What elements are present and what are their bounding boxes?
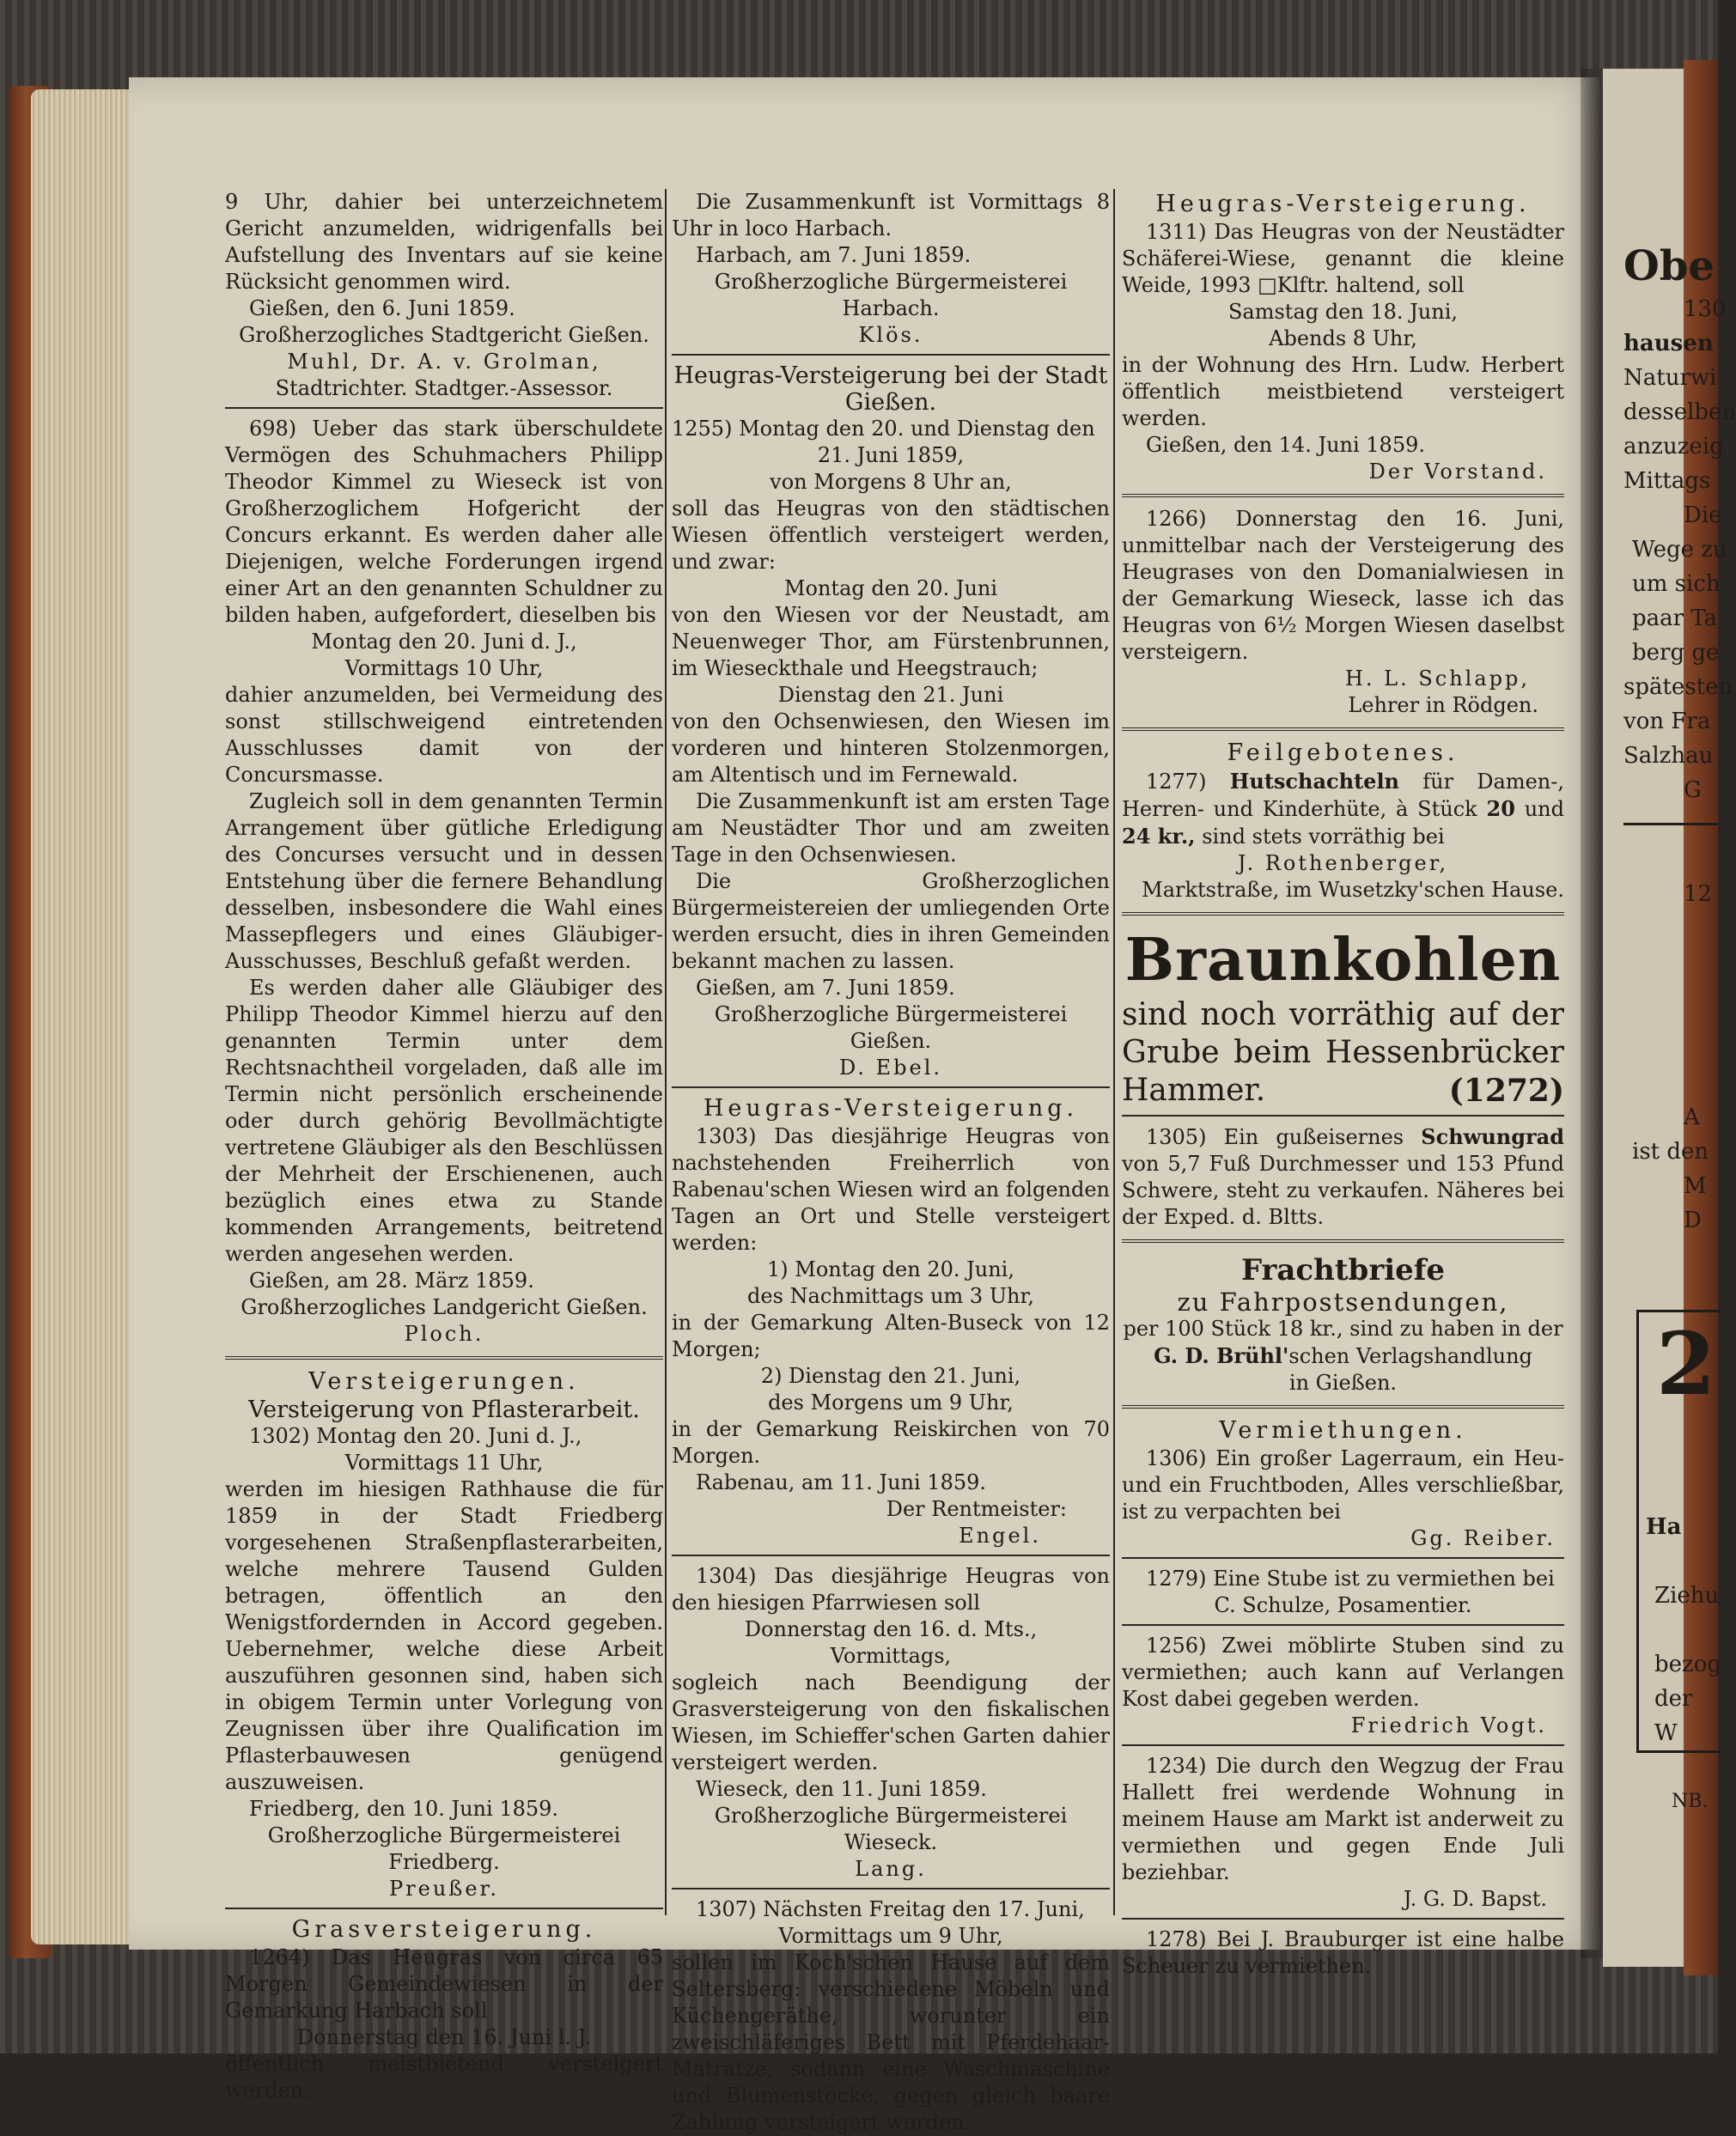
divider: [1122, 1405, 1564, 1409]
notice-text: in der Gemarkung Alten-Buseck von 12 Morgen;: [672, 1311, 1110, 1361]
notice-text: Die Großherzoglichen Bürgermeistereien der umliegenden Orte werden ersucht, dies in ihren Gemeinden bekannt machen zu lassen.: [672, 869, 1110, 973]
divider: [1122, 1115, 1564, 1117]
notice-authority: Der Rentmeister:: [886, 1497, 1067, 1521]
divider: [672, 1555, 1110, 1556]
notice-place: Gießen, am 7. Juni 1859.: [696, 976, 955, 1000]
ad-text: für Damen-, Herren- und Kinderhüte, à Stück: [1122, 770, 1564, 821]
facing-page-big-text: 2: [1656, 1313, 1716, 1415]
notice-date: Donnerstag den 16. d. Mts.,: [744, 1617, 1038, 1641]
ad-text: [1122, 996, 1564, 1110]
divider: [1122, 1239, 1564, 1243]
facing-page-line: Die: [1684, 502, 1722, 528]
notice-text: 1266) Donnerstag den 16. Juni, unmittelbar nach der Versteigerung des Heugrases von den Domanialwiesen in der Gemarkung Wieseck, lasse ich das Heugras von 6½ Morgen Wiesen daselbst versteigern.: [1122, 507, 1564, 664]
notice-time: Vormittags 11 Uhr,: [344, 1451, 544, 1475]
notice-place: Harbach, am 7. Juni 1859.: [696, 243, 972, 267]
notice-text: in der Gemarkung Reiskirchen von 70 Morgen.: [672, 1417, 1110, 1468]
facing-page-line: berg ge: [1632, 640, 1720, 666]
notice-court: Großherzogliches Stadtgericht Gießen.: [239, 323, 649, 347]
notice-date: 1307) Nächsten Freitag den 17. Juni,: [696, 1897, 1085, 1921]
notice-text: 1311) Das Heugras von der Neustädter Schäferei-Wiese, genannt die kleine Weide, 1993 □Klftr. haltend, soll: [1122, 220, 1564, 297]
divider: [1122, 1557, 1564, 1559]
facing-page-line: M: [1684, 1173, 1707, 1199]
column-rule-2: [1113, 189, 1115, 1915]
facing-page-line: hausen: [1623, 331, 1714, 356]
ad-text: per 100 Stück 18 kr., sind zu haben in der: [1123, 1317, 1563, 1341]
notice-title: Heugras-Versteigerung.: [1155, 191, 1531, 217]
section-heading: Versteigerungen.: [308, 1368, 580, 1395]
section-heading: Feilgebotenes.: [1227, 739, 1459, 766]
notice-authority: Großherzogliche Bürgermeisterei Gießen.: [714, 1002, 1068, 1053]
ad-text: 1306) Ein großer Lagerraum, ein Heu- und ein Fruchtboden, Alles verschließbar, ist zu verpachten bei: [1122, 1446, 1564, 1524]
divider: [672, 1888, 1110, 1890]
facing-page-heading: Obe: [1623, 242, 1715, 290]
notice-time: des Nachmittags um 3 Uhr,: [747, 1284, 1034, 1308]
facing-page-text: [1623, 240, 1736, 1238]
facing-page-line: bezog: [1654, 1652, 1722, 1677]
page-edges: [31, 89, 143, 1944]
notice-date: Montag den 20. Juni: [783, 576, 998, 600]
notice-place: Gießen, den 6. Juni 1859.: [249, 296, 515, 320]
divider: [672, 1086, 1110, 1088]
notice-time: Vormittags um 9 Uhr,: [778, 1924, 1003, 1948]
facing-page-line: Naturwi: [1623, 365, 1717, 391]
notice-titles: Stadtrichter. Stadtger.-Assessor.: [275, 376, 613, 400]
ad-number: (1272): [1448, 1073, 1564, 1109]
notice-place: Rabenau, am 11. Juni 1859.: [696, 1470, 987, 1494]
facing-page-line: G: [1684, 777, 1702, 803]
notice-place: Friedberg, den 10. Juni 1859.: [249, 1797, 559, 1821]
facing-page-line: spätesten: [1623, 674, 1733, 700]
column-3: [1122, 189, 1564, 1980]
notice-signatories: Muhl, Dr. A. v. Grolman,: [287, 350, 601, 374]
notice-signatory: Engel.: [959, 1524, 1041, 1548]
facing-page-line: 12: [1684, 881, 1713, 907]
notice-date: 1302) Montag den 20. Juni d. J.,: [249, 1424, 582, 1448]
notice-title: Grasversteigerung.: [291, 1916, 597, 1943]
facing-page-line: A: [1684, 1105, 1700, 1130]
notice-date: Donnerstag den 16. Juni l. J.: [296, 2025, 592, 2049]
divider: [1623, 823, 1718, 825]
ad-price: 20: [1486, 796, 1515, 821]
divider: [225, 1356, 663, 1360]
notice-place: Wieseck, den 11. Juni 1859.: [696, 1777, 987, 1801]
notice-time: Abends 8 Uhr,: [1269, 326, 1417, 350]
ad-headline: Frachtbriefe: [1240, 1253, 1446, 1287]
ad-text: sind stets vorräthig bei: [1202, 825, 1445, 849]
notice-title: Versteigerung von Pflasterarbeit.: [248, 1397, 640, 1423]
ad-text: und: [1524, 797, 1564, 821]
divider: [225, 1908, 663, 1909]
ad-name: C. Schulze, Posamentier.: [1214, 1593, 1472, 1617]
notice-date: Samstag den 18. Juni,: [1227, 300, 1459, 324]
notice-title: Heugras-Versteigerung.: [703, 1095, 1079, 1122]
notice-text: von den Ochsenwiesen, den Wiesen im vorderen und hinteren Stolzenmorgen, am Altentisch und im Fernewald.: [672, 709, 1110, 787]
ad-text: 1256) Zwei möblirte Stuben sind zu vermiethen; auch kann auf Verlangen Kost dabei gegeben werden.: [1122, 1634, 1564, 1711]
notice-authority: Großherzogliche Bürgermeisterei Friedberg.: [267, 1823, 621, 1874]
divider: [1122, 1744, 1564, 1746]
ad-text: 1234) Die durch den Wegzug der Frau Hallett frei werdende Wohnung in meinem Hause am Markt ist anderweit zu vermiethen und gegen Ende Juli beziehbar.: [1122, 1754, 1564, 1884]
divider: [1122, 1918, 1564, 1920]
facing-page-line: Mittags: [1623, 468, 1711, 494]
facing-page-line: der W: [1654, 1686, 1693, 1746]
facing-page-line: 130: [1684, 296, 1727, 322]
divider: [1122, 912, 1564, 916]
ad-name: Gg. Reiber.: [1410, 1526, 1556, 1550]
notice-authority: Großherzogliche Bürgermeisterei Wieseck.: [714, 1804, 1068, 1854]
ad-item: Schwungrad: [1421, 1124, 1564, 1149]
notice-time: Vormittags 10 Uhr,: [344, 656, 544, 680]
facing-page-line: ist den: [1632, 1139, 1709, 1165]
notice-signatory: Ploch.: [404, 1322, 484, 1346]
facing-page-line: D: [1684, 1208, 1702, 1233]
notice-signatory: Lang.: [855, 1857, 927, 1881]
notice-text: 9 Uhr, dahier bei unterzeichnetem Gericht anzumelden, widrigenfalls bei Aufstellung des Inventars auf sie keine Rücksicht genommen wird.: [225, 190, 663, 294]
notice-place: Gießen, den 14. Juni 1859.: [1146, 433, 1425, 457]
ad-text: 1278) Bei J. Brauburger ist eine halbe Scheuer zu vermiethen.: [1122, 1927, 1564, 1978]
notice-text: 1255) Montag den 20. und Dienstag den: [672, 417, 1095, 441]
notice-text: von den Wiesen vor der Neustadt, am Neuenweger Thor, am Fürstenbrunnen, im Wieseckthale und Heegstrauch;: [672, 603, 1110, 680]
notice-text: 1304) Das diesjährige Heugras von den hiesigen Pfarrwiesen soll: [672, 1564, 1110, 1615]
ad-subtitle: zu Fahrpostsendungen,: [1177, 1287, 1509, 1317]
ad-headline: Braunkohlen: [1124, 926, 1562, 995]
ad-name: Friedrich Vogt.: [1350, 1713, 1547, 1737]
ad-text: [1122, 1342, 1564, 1370]
notice-text: 1303) Das diesjährige Heugras von nachstehenden Freiherrlich von Rabenau'schen Wiesen wird an folgenden Tagen an Ort und Stelle versteigert werden:: [672, 1124, 1110, 1255]
notice-text: Es werden daher alle Gläubiger des Philipp Theodor Kimmel hierzu auf den genannten Termin unter dem Rechtsnachtheil vorgeladen, daß alle im Termin nicht persönlich erscheinende oder durch gehörig Bevollmächtigte vertretene Gläubiger als den Beschlüssen der Mehrheit der Erschienenen, auch bezüglich eines etwa zu Stande kommenden Arrangements, beitretend werden angesehen werden.: [225, 976, 663, 1266]
ad-number: 1277): [1146, 770, 1207, 794]
divider: [225, 407, 663, 409]
notice-date: 1) Montag den 20. Juni,: [767, 1257, 1014, 1281]
facing-page-line: Ziehu: [1654, 1583, 1720, 1609]
ad-price: 24 kr.,: [1122, 824, 1196, 849]
divider: [1122, 494, 1564, 497]
column-2: [672, 189, 1110, 2136]
notice-text: werden im hiesigen Rathhause die für 1859 in der Stadt Friedberg vorgesehenen Straßenpflasterarbeiten, welche mehrere Tausend Gulden betragen, öffentlich an den Wenigstfordernden in Accord gegeben. Uebernehmer, welche diese Arbeit auszuführen gesonnen sind, haben sich in obigem Termin unter Vorlegung von Zeugnissen über ihre Qualification im Pflasterbauwesen genügend auszuweisen.: [225, 1477, 663, 1794]
column-rule-1: [665, 189, 667, 1915]
ad-publisher: G. D. Brühl': [1154, 1343, 1289, 1368]
notice-text: 1264) Das Heugras von circa 65 Morgen Gemeindewiesen in der Gemarkung Harbach soll: [225, 1945, 663, 2023]
notice-text: sollen im Koch'schen Hause auf dem Seltersberg: verschiedene Möbeln und Küchengeräthe, worunter ein zweischläferiges Bett mit Pferdehaar-Matratze, sodann eine Waschmaschine und Blumenstöcke, gegen gleich baare Zahlung versteigert werden.: [672, 1950, 1110, 2134]
notice-time: von Morgens 8 Uhr an,: [770, 470, 1012, 494]
facing-page-line: von Fra: [1623, 709, 1711, 734]
notice-signatory: D. Ebel.: [838, 1056, 943, 1080]
divider: [672, 354, 1110, 356]
notice-text: soll das Heugras von den städtischen Wiesen öffentlich versteigert werden, und zwar:: [672, 496, 1110, 574]
divider: [1122, 727, 1564, 731]
notice-date: Montag den 20. Juni d. J.,: [311, 630, 577, 654]
facing-page-line: paar Ta: [1632, 606, 1718, 631]
notice-date: 21. Juni 1859,: [817, 443, 965, 467]
notice-text: Die Zusammenkunft ist Vormittags 8 Uhr in loco Harbach.: [672, 190, 1110, 240]
ad-name: J. G. D. Bapst.: [1403, 1887, 1547, 1911]
notice-text: Die Zusammenkunft ist am ersten Tage am Neustädter Thor und am zweiten Tage in den Ochsenwiesen.: [672, 789, 1110, 867]
notice-date: Dienstag den 21. Juni: [777, 683, 1004, 707]
notice-text: sogleich nach Beendigung der Grasversteigerung von den fiskalischen Wiesen, im Schieffer'schen Garten dahier versteigert werden.: [672, 1670, 1110, 1774]
notice-time: des Morgens um 9 Uhr,: [768, 1391, 1014, 1415]
ad-text: 1279) Eine Stube ist zu vermiethen bei: [1146, 1567, 1555, 1591]
notice-time: Vormittags,: [830, 1644, 952, 1668]
facing-page-line: um sich: [1632, 571, 1721, 597]
ad-text-body: schen Verlagshandlung: [1288, 1344, 1532, 1368]
ad-text: in Gießen.: [1288, 1371, 1398, 1395]
notice-place: Gießen, am 28. März 1859.: [249, 1269, 534, 1293]
ad-text-lead: 1305) Ein gußeisernes: [1146, 1125, 1404, 1149]
ad-text: [1122, 768, 1564, 850]
ad-text-body: sind noch vorräthig auf der Grube beim Hessenbrücker Hammer.: [1122, 997, 1564, 1108]
facing-page-line: Ha: [1646, 1514, 1682, 1540]
notice-title: Heugras-Versteigerung bei der Stadt Gießen.: [673, 362, 1108, 416]
notice-text: dahier anzumelden, bei Vermeidung des sonst stillschweigend eintretenden Ausschlusses damit von der Concursmasse.: [225, 683, 663, 787]
divider: [1122, 1624, 1564, 1626]
facing-page-line: Wege zu: [1632, 537, 1727, 563]
facing-page-line: Salzhau: [1623, 743, 1714, 769]
notice-text: Zugleich soll in dem genannten Termin Arrangement über gütliche Erledigung des Concurses versucht und in dessen Entstehung über die fernere Behandlung desselben, insbesondere die Wahl eines Massepflegers und eines Gläubiger-Ausschusses, Beschluß gefaßt werden.: [225, 789, 663, 973]
facing-page-line: desselben: [1623, 399, 1736, 425]
facing-page-line: NB.: [1672, 1791, 1709, 1812]
facing-page-line: anzuzeig: [1623, 434, 1724, 459]
ad-name: J. Rothenberger,: [1237, 851, 1449, 875]
notice-text: öffentlich meistbietend versteigert werden.: [225, 2052, 663, 2103]
column-1: [225, 189, 663, 2104]
notice-authority: Großherzogliche Bürgermeisterei Harbach.: [714, 270, 1068, 320]
spacer: [1623, 911, 1718, 1100]
notice-court: Großherzogliches Landgericht Gießen.: [241, 1295, 648, 1319]
facing-page-box: [1636, 1310, 1722, 1812]
notice-signatory-title: Lehrer in Rödgen.: [1348, 693, 1538, 717]
notice-signatory: H. L. Schlapp,: [1344, 666, 1530, 691]
notice-signatory: Der Vorstand.: [1368, 459, 1547, 484]
ad-address: Marktstraße, im Wusetzky'schen Hause.: [1142, 878, 1564, 902]
ad-text-body: von 5,7 Fuß Durchmesser und 153 Pfund Schwere, steht zu verkaufen. Näheres bei der Exped. d. Bltts.: [1122, 1152, 1564, 1229]
notice-signatory: Preußer.: [389, 1877, 499, 1901]
notice-text: in der Wohnung des Hrn. Ludw. Herbert öffentlich meistbietend versteigert werden.: [1122, 353, 1564, 430]
ad-item: Hutschachteln: [1229, 769, 1400, 794]
notice-date: 2) Dienstag den 21. Juni,: [760, 1364, 1021, 1388]
ad-text: [1122, 1123, 1564, 1231]
notice-text: 698) Ueber das stark überschuldete Vermögen des Schuhmachers Philipp Theodor Kimmel zu Wieseck ist von Großherzoglichem Hofgericht der Concurs erkannt. Es werden daher alle Diejenigen, welche Forderungen irgend einer Art an den genannten Schuldner zu bilden haben, aufgefordert, dieselben bis: [225, 417, 663, 627]
section-heading: Vermiethungen.: [1219, 1417, 1467, 1444]
notice-signatory: Klös.: [858, 323, 923, 347]
